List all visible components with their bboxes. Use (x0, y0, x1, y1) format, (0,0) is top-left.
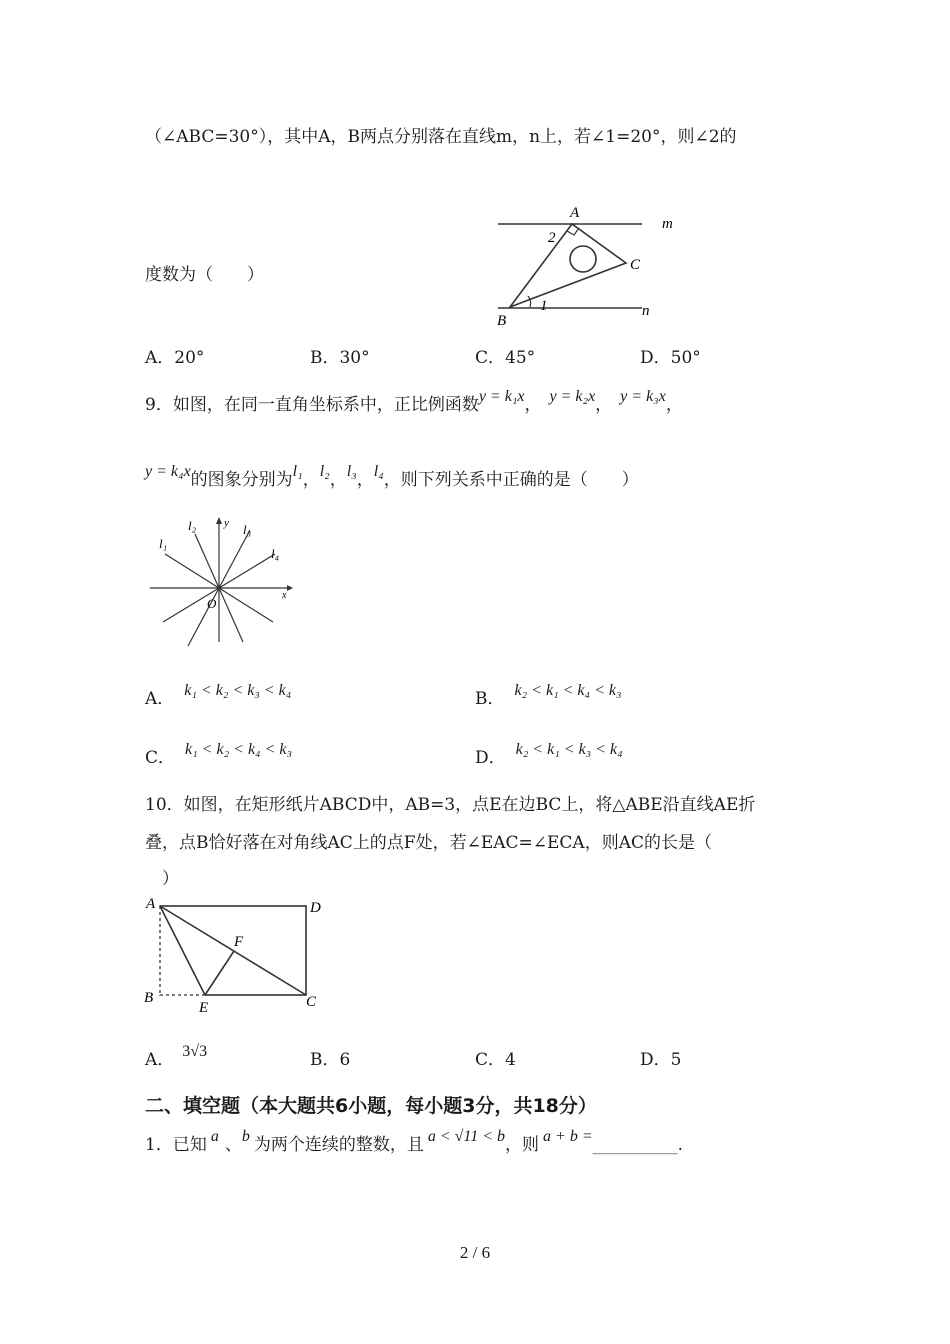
section-2-heading: 二、填空题（本大题共6小题，每小题3分，共18分） (145, 1095, 597, 1117)
q10-option-a-letter: A． (145, 1050, 175, 1070)
q8-option-c: C．45° (475, 348, 536, 368)
fill1-sep: 、 (224, 1135, 242, 1155)
q9-option-c (145, 743, 292, 768)
q9-coordinate-figure (145, 512, 295, 647)
fill1-a: a (210, 1128, 219, 1145)
label-B: B (144, 990, 154, 1006)
label-O: O (207, 596, 217, 611)
label-n: n (642, 303, 650, 319)
q10-option-a-expr: 3√3 (182, 1043, 208, 1060)
q9-line2-text: 的图象分别为 (190, 470, 293, 490)
fill1-prefix: 1．已知 (145, 1135, 207, 1155)
q9-l4: l₄ (373, 463, 384, 480)
label-l1: l₁ (159, 536, 168, 551)
q9-f2: y = k₂x (549, 388, 596, 405)
label-E: E (199, 1000, 209, 1015)
q8-option-a: A．20° (145, 348, 205, 368)
label-m: m (662, 216, 673, 232)
label-l4: l₄ (271, 546, 280, 561)
q9-f3: y = k₃x (620, 388, 666, 405)
label-D: D (310, 900, 321, 916)
set-square (510, 224, 626, 307)
label-angle-2: 2 (548, 230, 556, 246)
q9-l1: l₁ (292, 463, 303, 480)
q10-option-d: D．5 (640, 1050, 682, 1070)
q9-intro: 9．如图，在同一直角坐标系中，正比例函数 (145, 395, 479, 415)
q9-option-b (475, 684, 622, 709)
q9-option-b-expr: k₂ < k₁ < k₄ < k₃ (514, 682, 622, 699)
q9-option-a-expr: k₁ < k₂ < k₃ < k₄ (184, 682, 292, 699)
page-number: 2 / 6 (459, 1243, 491, 1262)
fill1-blank: __________ (592, 1135, 678, 1155)
label-C: C (630, 257, 641, 273)
label-angle-1: 1 (540, 298, 548, 314)
q8-option-b: B．30° (310, 348, 370, 368)
label-F: F (234, 934, 244, 950)
q9-option-c-expr: k₁ < k₂ < k₄ < k₃ (185, 741, 293, 758)
q10-line2: 叠，点B恰好落在对角线AC上的点F处，若∠EAC=∠ECA，则AC的长是（ (145, 833, 712, 853)
label-l3: l₃ (243, 522, 252, 537)
fill1-b: b (241, 1128, 250, 1145)
q9-line1: 9．如图，在同一直角坐标系中，正比例函数y = k₁x， y = k₂x， y = k₃x， (145, 388, 683, 415)
q8-line2: 度数为（ ） (145, 265, 264, 285)
q10-option-a (145, 1045, 207, 1070)
q10-line3: ） (145, 869, 179, 889)
q9-option-d (475, 743, 623, 768)
q8-line1: （∠ABC=30°），其中A，B两点分别落在直线m，n上，若∠1=20°，则∠2的 (145, 127, 737, 147)
q9-f4: y = k₄x (145, 463, 191, 480)
fill1-ineq: a < √11 < b (427, 1128, 506, 1145)
fill1-mid2: ，则 (505, 1135, 540, 1155)
label-C: C (306, 994, 317, 1010)
fill1-sum: a + b = (543, 1128, 593, 1145)
y-axis-arrow (216, 517, 222, 524)
label-A: A (146, 896, 156, 912)
label-l2: l₂ (188, 518, 197, 533)
fill1-mid: 为两个连续的整数，且 (253, 1135, 424, 1155)
q10-line1: 10．如图，在矩形纸片ABCD中，AB=3，点E在边BC上，将△ABE沿直线AE折 (145, 795, 756, 815)
q9-option-a-letter: A． (145, 689, 175, 709)
q9-option-c-letter: C． (145, 748, 176, 768)
q9-option-b-letter: B． (475, 689, 505, 709)
fill1-question (145, 1130, 683, 1155)
q9-option-a (145, 684, 291, 709)
label-B: B (497, 313, 507, 329)
q9-option-d-expr: k₂ < k₁ < k₃ < k₄ (515, 741, 623, 758)
q9-option-d-letter: D． (475, 748, 506, 768)
q9-line2-tail: ，则下列关系中正确的是（ ） (383, 470, 639, 490)
x-axis-arrow (287, 585, 293, 591)
q8-triangle-figure (490, 200, 690, 330)
fill1-end: . (677, 1135, 684, 1155)
segment-EF (205, 951, 234, 995)
q9-f1: y = k₁x (478, 388, 525, 405)
set-square-hole (570, 246, 596, 272)
q10-option-c: C．4 (475, 1050, 516, 1070)
q10-rectangle-figure (140, 890, 340, 1015)
angle-1-arc (528, 296, 531, 307)
label-A: A (570, 205, 580, 221)
label-x: x (282, 590, 287, 601)
q8-option-d: D．50° (640, 348, 701, 368)
q10-option-b: B．6 (310, 1050, 351, 1070)
label-y: y (224, 517, 229, 529)
q9-line2: y = k₄x的图象分别为l₁，l₂，l₃，l₄，则下列关系中正确的是（ ） (145, 463, 639, 490)
q9-l3: l₃ (346, 463, 357, 480)
q9-l2: l₂ (319, 463, 330, 480)
